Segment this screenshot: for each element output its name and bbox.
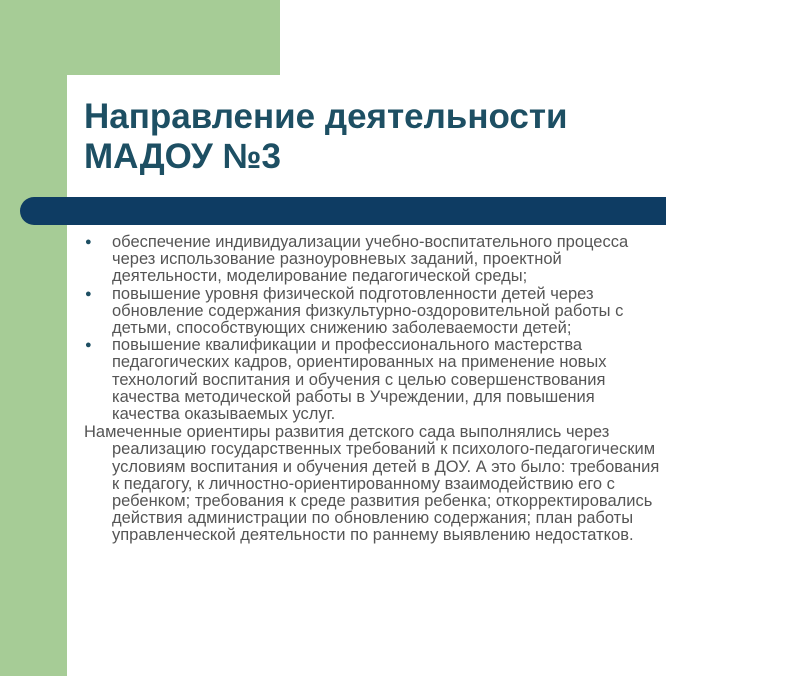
- bullet-item: [84, 337, 774, 423]
- title-underline-bar: [20, 197, 666, 225]
- bullet-dot-icon: ●: [85, 287, 92, 300]
- bullet-item: [84, 234, 774, 286]
- bullet-list: [84, 234, 774, 423]
- bullet-dot-icon: ●: [85, 339, 92, 352]
- decorative-green-top-panel: [0, 0, 280, 75]
- bullet-item-text: повышение уровня физической подготовленности детей через обновление содержания физкультурно-оздоровительной работы с детьми, способствующих снижению заболеваемости детей;: [112, 284, 624, 338]
- summary-paragraph: Намеченные ориентиры развития детского сада выполнялись через реализацию государственных требований к психолого-педагогическим условиям воспитания и обучения детей в ДОУ. А это было: требования к педагогу, к личностно-ориентированному взаимодействию его с ребенком; требования к среде развития ребенка; откорректировались действия администрации по обновлению содержания; план работы управленческой деятельности по раннему выявлению недостатков.: [84, 423, 660, 545]
- decorative-green-side-panel: [0, 0, 67, 676]
- bullet-dot-icon: ●: [85, 236, 92, 248]
- bullet-item-text: обеспечение индивидуализации учебно-воспитательного процесса через использование разноуровневых заданий, проектной деятельности, моделирование педагогической среды;: [112, 233, 629, 286]
- bullet-item-text: повышение квалификации и профессионального мастерства педагогических кадров, ориентированных на применение новых технологий воспитания и обучения с целью совершенствования качества методической работы в Учреждении, для повышения качества оказываемых услуг.: [112, 336, 607, 424]
- slide-title-line-1: Направление деятельности: [84, 97, 568, 136]
- slide-body: [84, 234, 774, 545]
- slide-title: [84, 97, 568, 177]
- slide-title-line-2: МАДОУ №3: [84, 137, 281, 176]
- bullet-item: [84, 286, 774, 338]
